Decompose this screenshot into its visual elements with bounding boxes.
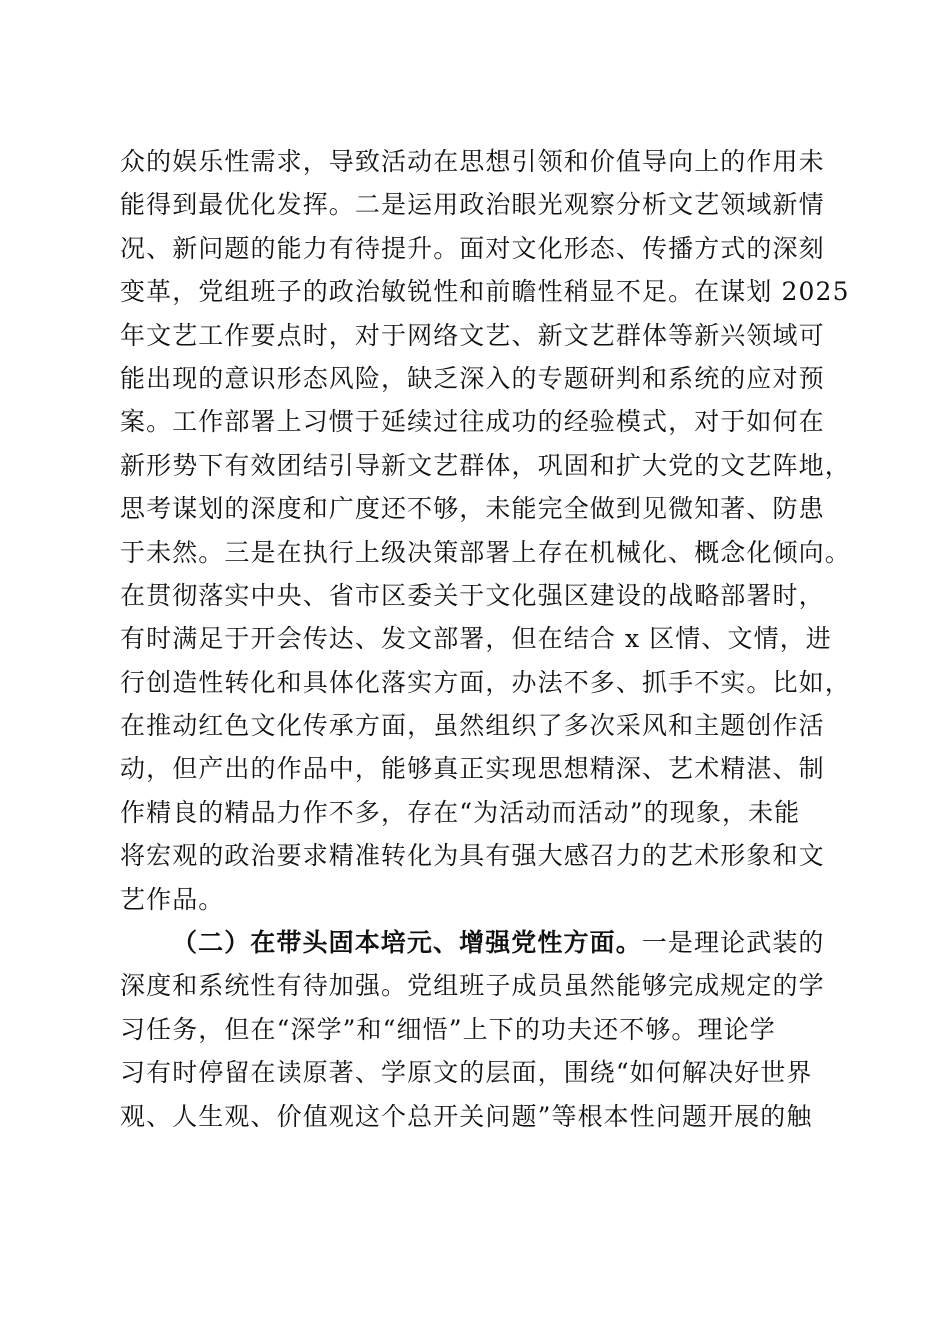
text-line: 行创造性转化和具体化落实方面，办法不多、抓手不实。比如， <box>120 667 851 697</box>
text-line: 动，但产出的作品中，能够真正实现思想精深、艺术精湛、制 <box>120 754 825 784</box>
text-line: 众的娱乐性需求，导致活动在思想引领和价值导向上的作用未 <box>120 147 825 176</box>
text-line: 习任务，但在“深学”和“细悟”上下的功夫还不够。理论学 <box>120 1014 776 1044</box>
text-line: 有时满足于开会传达、发文部署，但在结合 x 区情、文情，进 <box>120 624 832 654</box>
text-line: 案。工作部署上习惯于延续过往成功的经验模式，对于如何在 <box>120 407 825 437</box>
text-line: 能得到最优化发挥。二是运用政治眼光观察分析文艺领域新情 <box>120 190 825 220</box>
text-line: 在贯彻落实中央、省市区委关于文化强区建设的战略部署时， <box>120 580 825 610</box>
text-line: 于未然。三是在执行上级决策部署上存在机械化、概念化倾向。 <box>120 537 851 567</box>
text-line: 新形势下有效团结引导新文艺群体，巩固和扩大党的文艺阵地， <box>120 450 851 480</box>
text-line: 能出现的意识形态风险，缺乏深入的专题研判和系统的应对预 <box>120 363 825 393</box>
section-first-line-text: 一是理论武装的 <box>641 928 825 958</box>
text-line: 作精良的精品力作不多，存在“为活动而活动”的现象，未能 <box>120 797 801 827</box>
section-first-line <box>120 921 840 964</box>
text-line: 在推动红色文化传承方面，虽然组织了多次采风和主题创作活 <box>120 711 825 741</box>
text-line: 观、人生观、价值观这个总开关问题”等根本性问题开展的触 <box>120 1101 813 1131</box>
text-line: 变革，党组班子的政治敏锐性和前瞻性稍显不足。在谋划 2025 <box>120 277 850 307</box>
document-body <box>120 140 851 1138</box>
text-line: 艺作品。 <box>120 884 225 914</box>
text-line: 思考谋划的深度和广度还不够，未能完全做到见微知著、防患 <box>120 494 825 524</box>
text-line: 况、新问题的能力有待提升。面对文化形态、传播方式的深刻 <box>120 233 825 263</box>
text-line: 习有时停留在读原著、学原文的层面，围绕“如何解决好世界 <box>120 1058 813 1088</box>
text-line: 将宏观的政治要求精准转化为具有强大感召力的艺术形象和文 <box>120 841 825 871</box>
section-heading: （二）在带头固本培元、增强党性方面。 <box>172 928 642 958</box>
text-line: 年文艺工作要点时，对于网络文艺、新文艺群体等新兴领域可 <box>120 320 825 350</box>
text-line: 深度和系统性有待加强。党组班子成员虽然能够完成规定的学 <box>120 971 825 1001</box>
